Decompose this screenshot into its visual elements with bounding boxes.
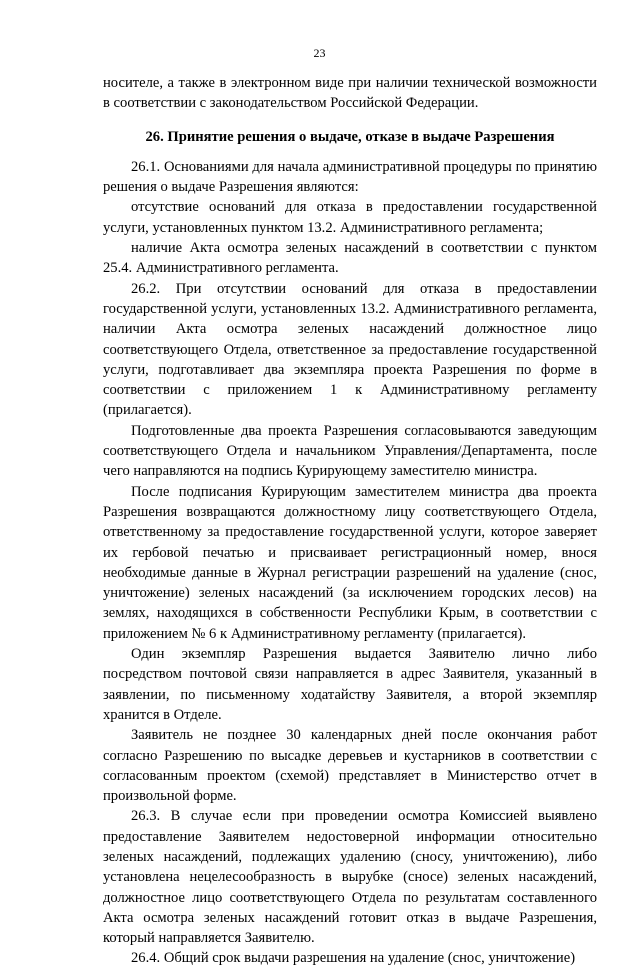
paragraph-26-3: 26.3. В случае если при проведении осмотра Комиссией выявлено предоставление Заявителем недостоверной информации относительно зеленых насаждений, подлежащих удалению (сносу, уничтожению), либо установлена нецелесообразность в вырубке (сносе) зеленых насаждений, должностное лицо соответствующего Отдела по результатам составленного Акта осмотра зеленых насаждений готовит отказ в выдаче Разрешения, который направляется Заявителю. [103, 808, 597, 947]
document-body [103, 73, 597, 969]
paragraph-26-4: 26.4. Общий срок выдачи разрешения на удаление (снос, уничтожение) [131, 950, 576, 967]
paragraph-signing: После подписания Курирующим заместителем министра два проекта Разрешения возвращаются должностному лицу соответствующего Отдела, ответственному за предоставление государственной услуги, которое заверяет их гербовой печатью и присваивает регистрационный номер, внося необходимые данные в Журнал регистрации разрешений на удаление (снос, уничтожение) зеленых насаждений (за исключением городских лесов) на землях, находящихся в собственности Республики Крым, в соответствии с приложением № 6 к Административному регламенту (прилагается). [103, 483, 597, 642]
paragraph-report: Заявитель не позднее 30 календарных дней после окончания работ согласно Разрешению по высадке деревьев и кустарников в соответствии с согласованным проектом (схемой) представляет в Министерство отчет в произвольной форме. [103, 727, 597, 805]
paragraph-26-2: 26.2. При отсутствии оснований для отказа в предоставлении государственной услуги, установленных 13.2. Административного регламента, наличии Акта осмотра зеленых насаждений должностное лицо соответствующего Отдела, ответственное за предоставление государственной услуги, подготавливает два экземпляра проекта Разрешения по форме в соответствии с приложением 1 к Административному регламенту (прилагается). [103, 280, 597, 419]
paragraph-approval: Подготовленные два проекта Разрешения согласовываются заведующим соответствующего Отдела и начальником Управления/Департамента, после чего направляются на подпись Курирующему заместителю министра. [103, 422, 597, 480]
paragraph-26-1: 26.1. Основаниями для начала административной процедуры по принятию решения о выдаче Разрешения являются: [103, 158, 597, 196]
section-heading: 26. Принятие решения о выдаче, отказе в выдаче Разрешения [145, 128, 555, 145]
paragraph-26-1-item-1: отсутствие оснований для отказа в предоставлении государственной услуги, установленных пунктом 13.2. Административного регламента; [103, 199, 597, 236]
paragraph-issuance: Один экземпляр Разрешения выдается Заявителю лично либо посредством почтовой связи направляется в адрес Заявителя, указанный в заявлении, по письменному ходатайству Заявителя, а второй экземпляр хранится в Отделе. [103, 646, 597, 723]
page-number: 23 [313, 46, 326, 60]
paragraph-continuation: носителе, а также в электронном виде при наличии технической возможности в соответствии с законодательством Российской Федерации. [103, 75, 597, 112]
paragraph-26-1-item-2: наличие Акта осмотра зеленых насаждений в соответствии с пунктом 25.4. Административного регламента. [103, 240, 597, 277]
